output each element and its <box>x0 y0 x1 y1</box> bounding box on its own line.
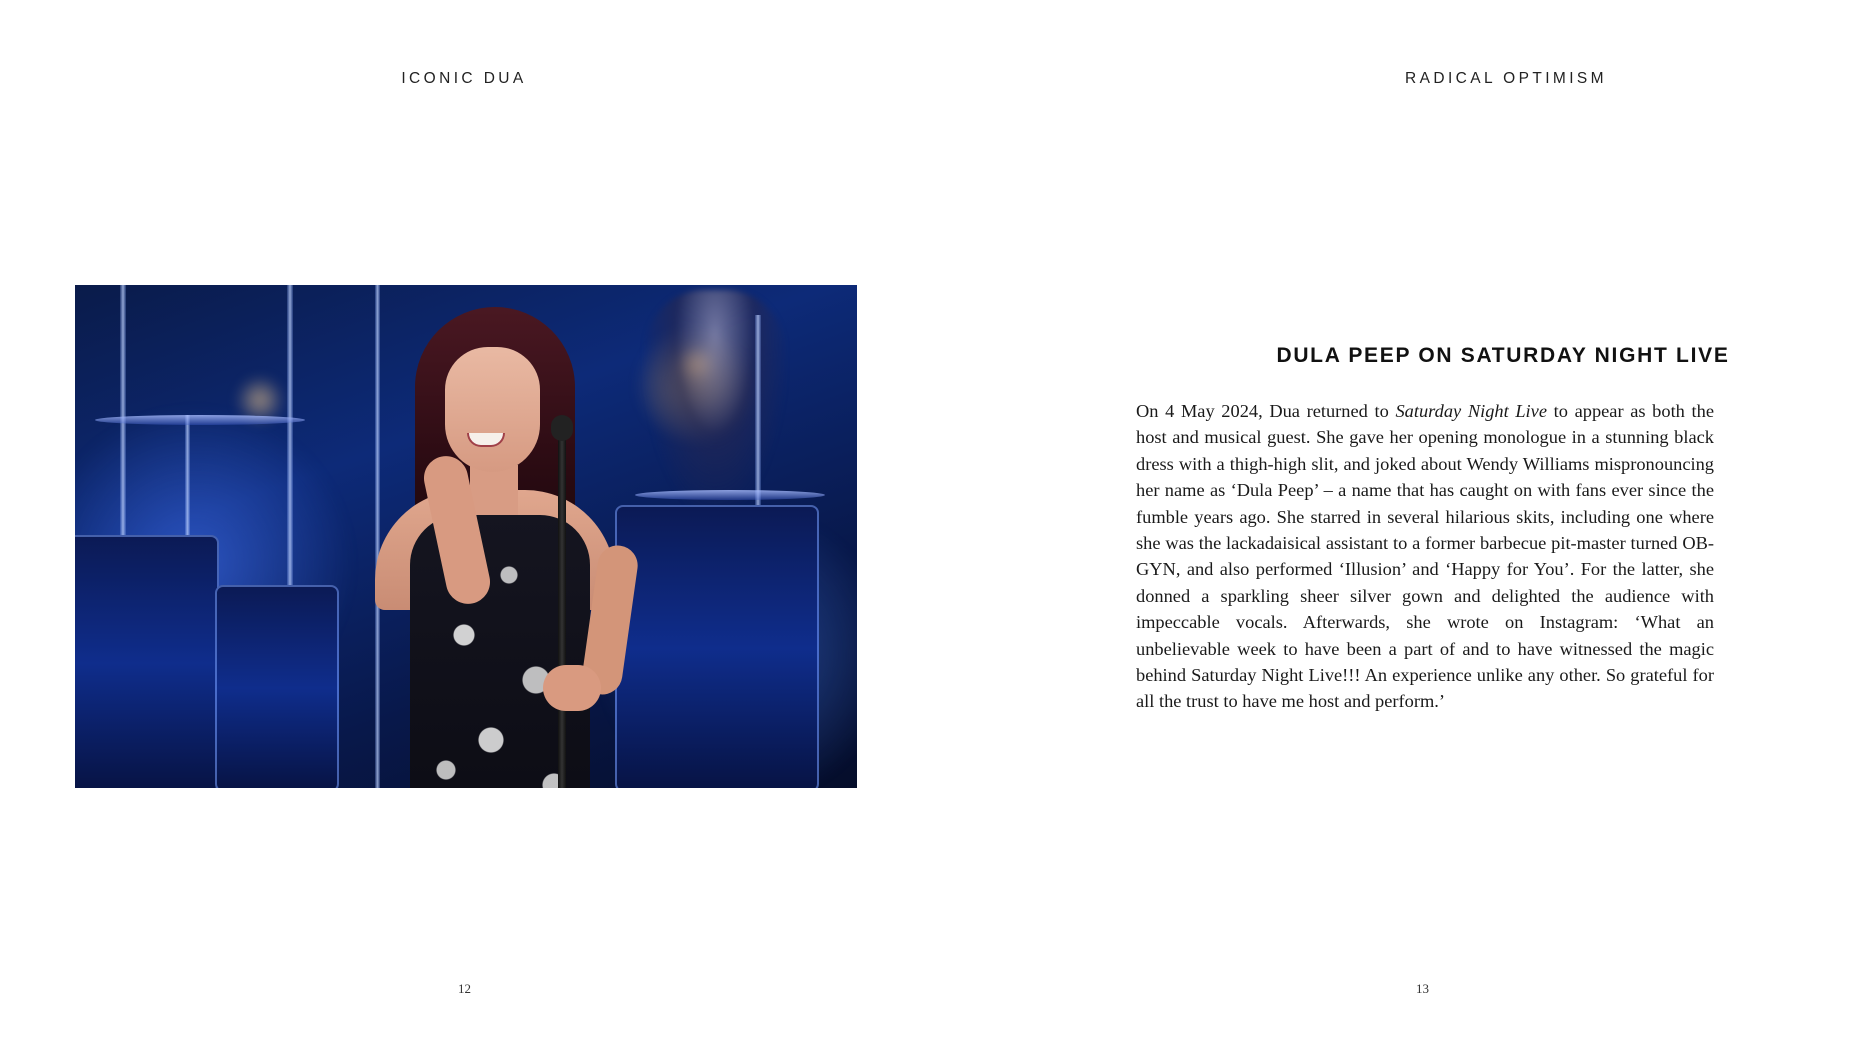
singer-neck <box>470 465 518 515</box>
cymbal <box>635 490 825 500</box>
running-head-left: ICONIC DUA <box>401 70 527 87</box>
microphone <box>551 415 573 441</box>
drum <box>75 535 219 788</box>
drum-stand <box>375 285 380 788</box>
drummer-figure <box>645 290 785 510</box>
performance-photo <box>75 285 857 788</box>
article-body <box>1136 398 1714 715</box>
singer-face <box>445 347 540 472</box>
article-body-text: to appear as both the host and musical guest. She gave her opening monologue in a stunning black dress with a thigh-high slit, and joked about Wendy Williams mispronouncing her name as ‘Dula Peep’ – a name that has caught on with fans ever since the fumble years ago. She starred in several hilarious skits, including one where she was the lackadaisical assistant to a former barbecue pit-master turned OB-GYN, and also performed ‘Illusion’ and ‘Happy for You’. For the latter, she donned a sparkling sheer silver gown and delighted the audience with impeccable vocals. Afterwards, she wrote on Instagram: ‘What an unbelievable week to have been a part of and to have witnessed the magic behind Saturday Night Live!!! An experience unlike any other. So grateful for all the trust to have me host and perform.’ <box>1136 401 1714 712</box>
show-title: Saturday Night Live <box>1395 401 1547 421</box>
running-head-right: RADICAL OPTIMISM <box>1405 70 1607 87</box>
drum <box>215 585 339 788</box>
article-body-text: On 4 May 2024, Dua returned to <box>1136 401 1396 421</box>
article-title: DULA PEEP ON SATURDAY NIGHT LIVE <box>1276 344 1730 367</box>
microphone-stand <box>558 430 566 788</box>
right-page <box>936 0 1872 1061</box>
drum <box>615 505 819 788</box>
cymbal <box>95 415 305 425</box>
singer-hand <box>543 665 601 711</box>
page-number-right: 13 <box>1416 981 1429 996</box>
page-number-left: 12 <box>458 981 471 996</box>
